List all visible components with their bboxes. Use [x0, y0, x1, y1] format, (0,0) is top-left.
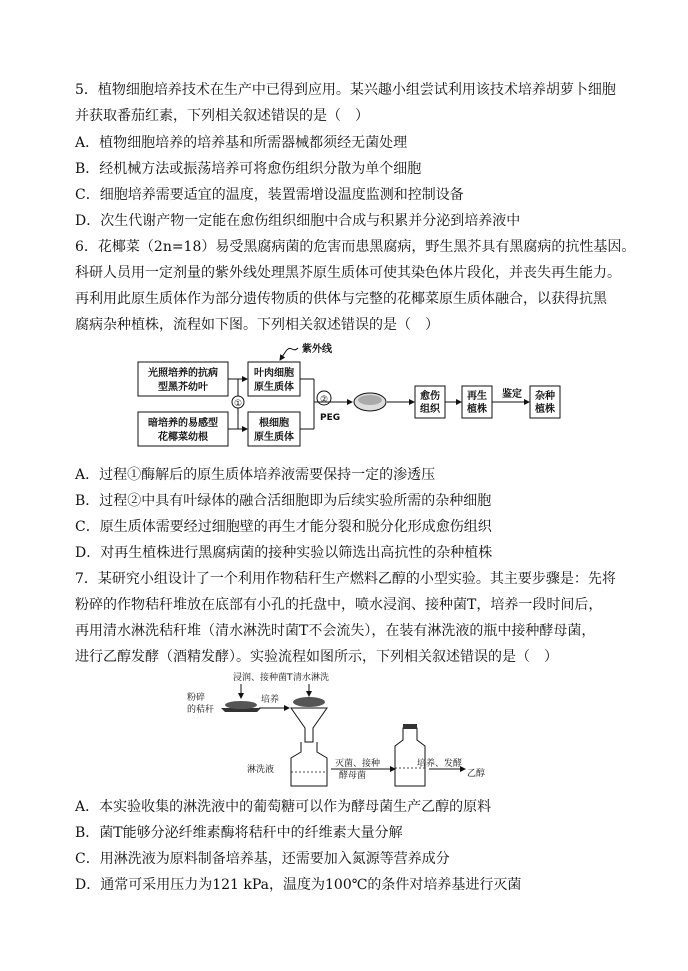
q6-stem-line-1: 6．花椰菜（2n=18）易受黑腐病菌的危害而患黑腐病，野生黑芥具有黑腐病的抗性基因。 — [75, 239, 636, 255]
straw-line2: 的秸秆 — [187, 705, 215, 715]
q5-stem-line-2: 并获取番茄红素，下列相关叙述错误的是（ ） — [75, 108, 369, 124]
hybrid-line1: 杂种 — [535, 391, 555, 402]
q5-stem-line-1: 5．植物细胞培养技术在生产中已得到应用。某兴趣小组尝试利用该技术培养胡萝卜细胞 — [75, 82, 616, 98]
soak-label: 浸润、接种菌T — [233, 673, 293, 683]
box-a-line2: 型黑芥幼叶 — [158, 382, 208, 393]
q6-flow-diagram — [130, 340, 570, 450]
box-d-line1: 根细胞 — [259, 418, 289, 429]
q6-stem-line-2: 科研人员用一定剂量的紫外线处理黑芥原生质体可使其染色体片段化，并丧失再生能力。 — [75, 265, 621, 281]
box-a-line1: 光照培养的抗病 — [148, 368, 218, 379]
uv-arrow — [280, 348, 298, 360]
peg-label: PEG — [320, 413, 341, 423]
box-b-line1: 暗培养的易感型 — [148, 418, 218, 429]
straw-line1: 粉碎 — [187, 693, 206, 703]
q5-option-a: A．植物细胞培养的培养基和所需器械都须经无菌处理 — [75, 135, 408, 151]
q7-stem-line-2: 粉碎的作物秸秆堆放在底部有小孔的托盘中，喷水浸润、接种菌T，培养一段时间后， — [75, 597, 603, 613]
culture-label: 培养 — [261, 695, 280, 705]
step-1-label: ① — [233, 399, 243, 409]
ethanol-label: 乙醇 — [467, 769, 486, 779]
box-c-line1: 叶肉细胞 — [254, 368, 294, 379]
q7-option-a: A．本实验收集的淋洗液中的葡萄糖可以作为酵母菌生产乙醇的原料 — [75, 799, 492, 815]
q6-stem-line-4: 腐病杂种植株，流程如下图。下列相关叙述错误的是（ ） — [75, 317, 439, 333]
q6-option-b: B．过程②中具有叶绿体的融合活细胞即为后续实验所需的杂种细胞 — [75, 493, 492, 509]
q5-option-c: C．细胞培养需要适宜的温度，装置需增设温度监测和控制设备 — [75, 187, 464, 203]
eluate-label: 淋洗液 — [247, 765, 275, 775]
uv-label: 紫外线 — [302, 344, 332, 355]
q6-option-d: D．对再生植株进行黑腐病菌的接种实验以筛选出高抗性的杂种植株 — [75, 545, 493, 561]
regen-line2: 植株 — [467, 404, 487, 415]
q6-option-c: C．原生质体需要经过细胞壁的再生才能分裂和脱分化形成愈伤组织 — [75, 519, 492, 535]
identify-label: 鉴定 — [502, 389, 522, 400]
fermentation-bottle-icon — [395, 728, 425, 786]
sterilize-line1: 灭菌、接种 — [335, 759, 381, 769]
hybrid-line2: 植株 — [535, 404, 555, 415]
q5-option-b: B．经机械方法或振荡培养可将愈伤组织分散为单个细胞 — [75, 161, 422, 177]
box-b-line2: 花椰菜幼根 — [158, 432, 208, 443]
q7-flow-diagram — [185, 672, 505, 792]
sterilize-line2: 酵母菌 — [339, 771, 367, 781]
q7-stem-line-3: 再用清水淋洗秸秆堆（清水淋洗时菌T不会流失），在装有淋洗液的瓶中接种酵母菌， — [75, 623, 596, 639]
q6-stem-line-3: 再利用此原生质体作为部分遗传物质的供体与完整的花椰菜原生质体融合，以获得抗黑 — [75, 291, 607, 307]
q5-option-d: D．次生代谢产物一定能在愈伤组织细胞中合成与积累并分泌到培养液中 — [75, 213, 521, 229]
box-d-line2: 原生质体 — [254, 432, 294, 443]
q7-option-b: B．菌T能够分泌纤维素酶将秸秆中的纤维素大量分解 — [75, 825, 403, 841]
regen-line1: 再生 — [467, 391, 487, 402]
q6-option-a: A．过程①酶解后的原生质体培养液需要保持一定的渗透压 — [75, 467, 436, 483]
step-2-label: ② — [319, 395, 329, 405]
q7-option-d: D．通常可采用压力为121 kPa，温度为100℃的条件对培养基进行灭菌 — [75, 877, 522, 893]
q7-stem-line-4: 进行乙醇发酵（酒精发酵）。实验流程如图所示，下列相关叙述错误的是（ ） — [75, 649, 558, 665]
collection-bottle-icon — [291, 742, 327, 786]
callus-line1: 愈伤 — [420, 391, 440, 402]
box-c-line2: 原生质体 — [254, 382, 294, 393]
callus-line2: 组织 — [420, 404, 440, 415]
q7-stem-line-1: 7．某研究小组设计了一个利用作物秸秆生产燃料乙醇的小型实验。其主要步骤是：先将 — [75, 571, 616, 587]
ferment-label: 培养、发酵 — [417, 759, 463, 769]
funnel-icon — [291, 708, 327, 742]
rinse-label: 清水淋洗 — [293, 673, 330, 683]
q7-option-c: C．用淋洗液为原料制备培养基，还需要加入氮源等营养成分 — [75, 851, 450, 867]
